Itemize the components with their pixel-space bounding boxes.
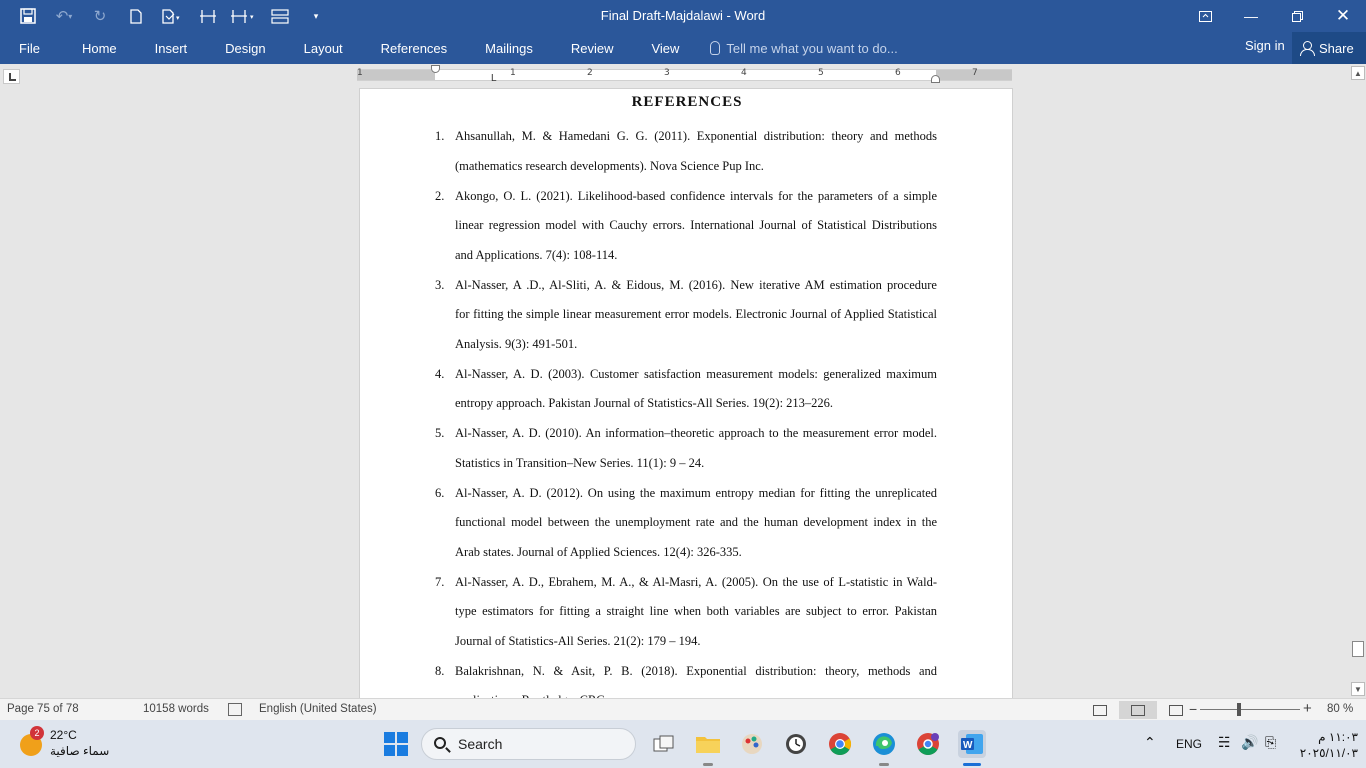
reference-number: 3. bbox=[435, 277, 445, 292]
zoom-slider[interactable] bbox=[1200, 709, 1300, 710]
svg-text:▾: ▾ bbox=[176, 14, 180, 22]
tab-file[interactable]: File bbox=[19, 40, 40, 56]
clock-date: ٢٠٢٥/١١/٠٣ bbox=[1299, 746, 1358, 760]
language-status[interactable]: English (United States) bbox=[259, 703, 377, 715]
redo-icon[interactable]: ↻ bbox=[93, 8, 107, 25]
start-button[interactable] bbox=[382, 730, 410, 758]
reference-item bbox=[435, 568, 937, 657]
reference-number: 4. bbox=[435, 366, 445, 381]
edge-icon[interactable] bbox=[870, 730, 898, 758]
ribbon-tabs bbox=[0, 32, 898, 64]
scroll-down-icon[interactable]: ▼ bbox=[1351, 682, 1365, 696]
ruler-number: 4 bbox=[741, 68, 747, 78]
right-indent-marker[interactable] bbox=[931, 75, 940, 83]
chevron-up-icon[interactable]: ⌃ bbox=[1144, 734, 1156, 750]
tab-layout[interactable]: Layout bbox=[303, 40, 343, 56]
word-count[interactable]: 10158 words bbox=[143, 703, 209, 715]
document-title: Final Draft-Majdalawi - Word bbox=[600, 8, 766, 23]
tell-me-box[interactable] bbox=[698, 41, 897, 56]
clock-time: ١١:٠٣ م bbox=[1318, 730, 1358, 744]
running-indicator bbox=[703, 763, 713, 766]
reference-line: (mathematics research developments). Nova Science Pup Inc. bbox=[455, 158, 764, 173]
running-indicator bbox=[879, 763, 889, 766]
wifi-icon[interactable]: ☵ bbox=[1218, 734, 1231, 750]
zoom-level[interactable]: 80 % bbox=[1327, 703, 1354, 715]
customize-qat-icon[interactable]: ▾ bbox=[313, 10, 319, 21]
undo-icon[interactable]: ↶ ▾ bbox=[55, 8, 73, 25]
sign-in-link[interactable]: Sign in bbox=[1245, 38, 1285, 53]
weather-widget[interactable] bbox=[18, 726, 138, 762]
reference-line: linear regression model with Cauchy errors. International Journal of Statistical Distributions bbox=[455, 218, 937, 232]
references-heading: REFERENCES bbox=[631, 94, 743, 110]
ruler-number: 2 bbox=[587, 68, 593, 78]
reference-line: Al-Nasser, A. D., Ebrahem, M. A., & Al-Masri, A. (2005). On the use of L-statistic in Wald- bbox=[455, 574, 937, 589]
paint-app-icon[interactable] bbox=[738, 730, 766, 758]
reference-item bbox=[435, 271, 937, 360]
tab-references[interactable]: References bbox=[380, 40, 448, 56]
document-workspace bbox=[0, 64, 1350, 698]
horizontal-ruler[interactable] bbox=[357, 68, 1012, 84]
reference-line: Al-Nasser, A .D., Al-Sliti, A. & Eidous, M. (2016). New iterative AM estimation procedure bbox=[455, 277, 937, 292]
reference-number: 5. bbox=[435, 426, 445, 440]
input-language[interactable]: ENG bbox=[1176, 737, 1203, 751]
reference-line: functional model between the unemployment rate and the human development index in the bbox=[455, 515, 937, 529]
tab-mailings[interactable]: Mailings bbox=[485, 40, 533, 56]
word-icon[interactable] bbox=[958, 730, 986, 758]
active-indicator bbox=[963, 763, 981, 766]
scroll-thumb[interactable] bbox=[1352, 641, 1364, 657]
reference-line: entropy approach. Pakistan Journal of Statistics-All Series. 19(2): 213–226. bbox=[455, 396, 834, 410]
file-explorer-icon[interactable] bbox=[694, 730, 722, 758]
page-count[interactable]: Page 75 of 78 bbox=[7, 703, 79, 715]
ruler-number: 1 bbox=[357, 68, 363, 78]
view-buttons bbox=[1081, 701, 1198, 719]
read-mode-icon bbox=[1093, 705, 1107, 716]
tab-view[interactable]: View bbox=[651, 40, 680, 56]
reference-line: Analysis. 9(3): 491-501. bbox=[455, 336, 578, 351]
tab-home[interactable]: Home bbox=[81, 40, 117, 56]
clock-app-icon[interactable] bbox=[782, 730, 810, 758]
ribbon-display-options-icon[interactable] bbox=[1182, 0, 1228, 32]
reference-line: Arab states. Journal of Applied Sciences. 12(4): 326-335. bbox=[455, 544, 742, 559]
ruler-number: 3 bbox=[664, 68, 670, 78]
zoom-in-button[interactable]: + bbox=[1303, 700, 1312, 717]
taskbar-search[interactable] bbox=[421, 728, 636, 760]
reference-item bbox=[435, 479, 937, 568]
vertical-scrollbar[interactable] bbox=[1350, 64, 1366, 698]
search-icon bbox=[434, 737, 446, 749]
close-icon[interactable]: ✕ bbox=[1335, 6, 1351, 25]
reference-line: Akongo, O. L. (2021). Likelihood-based confidence intervals for the parameters of a simple bbox=[455, 188, 937, 203]
weather-condition: سماء صافية bbox=[50, 744, 110, 758]
reference-line: Al-Nasser, A. D. (2010). An information–theoretic approach to the measurement error model. bbox=[455, 426, 937, 440]
reference-number: 8. bbox=[435, 663, 445, 678]
restore-icon[interactable] bbox=[1274, 0, 1320, 32]
task-view-icon[interactable] bbox=[650, 730, 678, 758]
ruler-number: 6 bbox=[895, 68, 901, 78]
reference-number: 6. bbox=[435, 485, 445, 500]
battery-icon[interactable]: ⎘ bbox=[1265, 734, 1277, 750]
reference-number: 7. bbox=[435, 574, 445, 589]
tell-me-text: Tell me what you want to do... bbox=[726, 40, 898, 56]
weather-temperature: 22°C bbox=[50, 728, 77, 742]
chrome-profile-icon[interactable] bbox=[914, 730, 942, 758]
scroll-up-icon[interactable]: ▲ bbox=[1351, 66, 1365, 80]
search-label: Search bbox=[458, 736, 503, 752]
reference-line: type estimators for fitting a straight line when both variables are subject to error. Pakistan bbox=[455, 604, 937, 618]
tab-review[interactable]: Review bbox=[570, 40, 614, 56]
ruler-number: 1 bbox=[510, 68, 516, 78]
reference-line: Al-Nasser, A. D. (2012). On using the maximum entropy median for fitting the unreplicated bbox=[455, 485, 937, 500]
reference-line: Ahsanullah, M. & Hamedani G. G. (2011). Exponential distribution: theory and methods bbox=[455, 129, 937, 143]
windows-logo-icon bbox=[384, 732, 408, 756]
window-controls bbox=[1182, 0, 1366, 32]
share-label: Share bbox=[1319, 40, 1354, 56]
minimize-icon[interactable]: — bbox=[1244, 8, 1258, 24]
reference-line: for fitting the simple linear measurement error models. Electronic Journal of Applied Statistical bbox=[455, 307, 937, 321]
reference-item bbox=[435, 182, 937, 271]
ribbon bbox=[0, 32, 1366, 64]
zoom-out-button[interactable]: − bbox=[1189, 701, 1198, 717]
reference-number: 1. bbox=[435, 129, 445, 143]
read-mode-button[interactable] bbox=[1081, 701, 1119, 719]
ruler-number: 7 bbox=[972, 68, 978, 78]
svg-text:▾: ▾ bbox=[250, 13, 254, 21]
document-page[interactable] bbox=[359, 88, 1013, 708]
tab-selector-icon[interactable] bbox=[3, 69, 20, 84]
notification-badge: 2 bbox=[30, 726, 44, 740]
tab-insert[interactable]: Insert bbox=[154, 40, 188, 56]
person-icon bbox=[1300, 41, 1313, 55]
web-layout-icon bbox=[1169, 705, 1183, 716]
status-bar bbox=[0, 698, 1366, 720]
reference-line: Journal of Statistics-All Series. 21(2): 179 – 194. bbox=[455, 633, 701, 648]
clock[interactable] bbox=[1296, 729, 1358, 761]
share-button[interactable] bbox=[1292, 32, 1366, 64]
tab-design[interactable]: Design bbox=[225, 40, 266, 56]
reference-line: and Applications. 7(4): 108-114. bbox=[455, 247, 618, 262]
tab-stop-marker[interactable]: L bbox=[491, 73, 497, 84]
proofing-icon[interactable] bbox=[228, 703, 242, 716]
volume-icon[interactable]: 🔊 bbox=[1241, 734, 1259, 750]
reference-line: Balakrishnan, N. & Asit, P. B. (2018). Exponential distribution: theory, methods and bbox=[455, 663, 937, 678]
svg-text:W: W bbox=[963, 740, 973, 751]
lightbulb-icon bbox=[710, 41, 720, 55]
reference-line: Al-Nasser, A. D. (2003). Customer satisfaction measurement models: generalized maximum bbox=[455, 366, 937, 381]
print-layout-icon bbox=[1131, 705, 1145, 716]
chrome-icon[interactable] bbox=[826, 730, 854, 758]
ruler-left-margin bbox=[357, 70, 435, 80]
title-bar bbox=[0, 0, 1366, 32]
reference-item bbox=[435, 122, 937, 181]
print-layout-button[interactable] bbox=[1119, 701, 1157, 719]
reference-line: Statistics in Transition–New Series. 11(1): 9 – 24. bbox=[455, 455, 705, 470]
taskbar bbox=[0, 720, 1366, 768]
first-line-indent-marker[interactable] bbox=[431, 65, 440, 73]
reference-number: 2. bbox=[435, 188, 445, 203]
zoom-slider-knob[interactable] bbox=[1237, 703, 1241, 716]
ruler-number: 5 bbox=[818, 68, 824, 78]
reference-item bbox=[435, 360, 937, 419]
reference-item bbox=[435, 419, 937, 478]
